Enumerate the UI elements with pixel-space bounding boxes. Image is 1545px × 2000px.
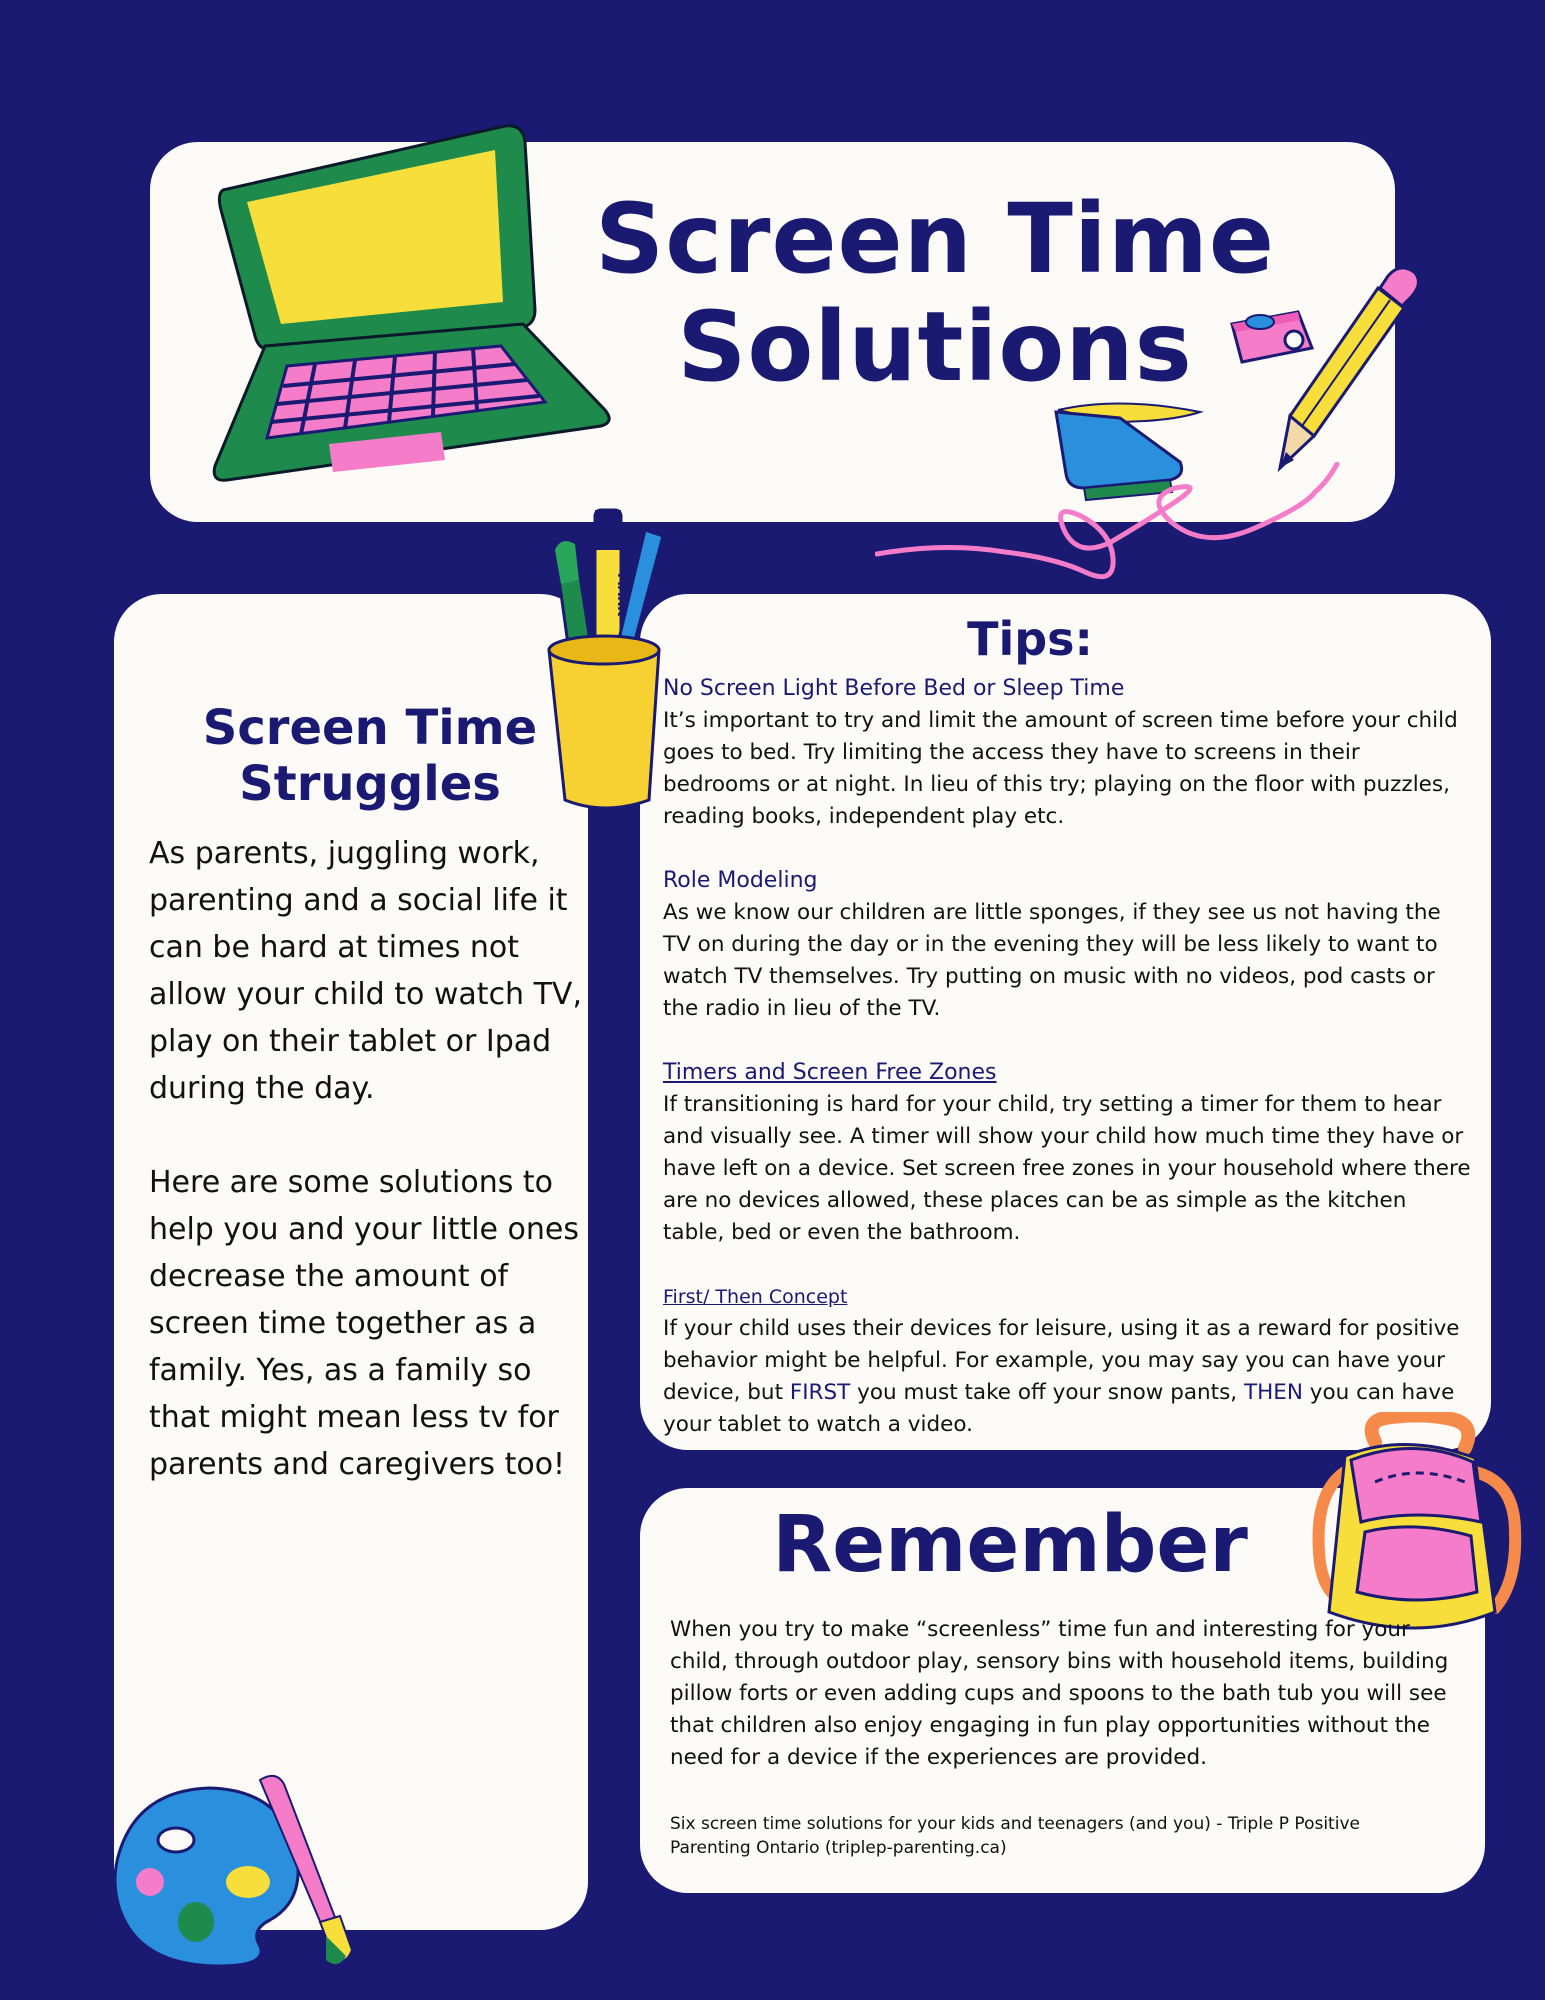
tip-item xyxy=(663,1057,1473,1249)
paint-palette-icon xyxy=(100,1770,370,1970)
title-line-1: Screen Time xyxy=(595,183,1275,295)
struggles-heading-line-2: Struggles xyxy=(239,756,501,812)
source-citation: Six screen time solutions for your kids and teenagers (and you) - Triple P Positive Parenting Ontario (triplep-parenting.ca) xyxy=(670,1814,1360,1858)
struggles-heading xyxy=(150,700,590,812)
tip-item xyxy=(663,1281,1473,1441)
tips-heading: Tips: xyxy=(967,612,1093,666)
remember-heading: Remember xyxy=(772,1500,1248,1590)
laptop-icon xyxy=(205,120,615,500)
title-line-2: Solutions xyxy=(677,291,1193,403)
tip-item xyxy=(663,673,1473,833)
then-highlight: THEN xyxy=(1243,1380,1303,1405)
tip-text-part: you can have your tablet to watch a video. xyxy=(663,1380,1455,1437)
tip-item xyxy=(663,865,1473,1025)
ribbon-decoration xyxy=(875,462,1375,592)
page-title xyxy=(585,185,1285,401)
tip-text-part: you must take off your snow pants, xyxy=(850,1380,1244,1405)
struggles-heading-line-1: Screen Time xyxy=(202,700,538,756)
first-highlight: FIRST xyxy=(789,1380,851,1405)
pencil-icon xyxy=(1270,262,1430,482)
remember-text: When you try to make “screenless” time fun and interesting for your child, through outdoor play, sensory bins with household items, building pillow forts or even adding cups and spoons to the bath tub you will see that children also enjoy engaging in fun play opportunities without the need for a device if the experiences are provided. xyxy=(670,1617,1449,1770)
tip-heading: Role Modeling xyxy=(663,868,818,893)
tip-text xyxy=(663,1313,1473,1441)
tip-text: If transitioning is hard for your child, try setting a timer for them to hear and visually see. A timer will show your child how much time they have or have left on a device. Set screen free zones in your household where there are no devices allowed, these places can be as simple as the kitchen table, bed or even the bathroom. xyxy=(663,1092,1471,1245)
struggles-paragraph-1: As parents, juggling work, parenting and a social life it can be hard at times not allow your child to watch TV, play on their tablet or Ipad during the day. xyxy=(149,836,582,1106)
struggles-paragraph-2: Here are some solutions to help you and your little ones decrease the amount of screen time together as a family. Yes, as a family so that might mean less tv for parents and caregivers too! xyxy=(149,1165,579,1482)
struggles-body xyxy=(149,830,589,1535)
marker-label: MARK xyxy=(614,573,629,617)
tip-heading-link[interactable]: Timers and Screen Free Zones xyxy=(663,1060,997,1085)
tips-list xyxy=(663,673,1473,1473)
tip-text: As we know our children are little sponges, if they see us not having the TV on during the day or in the evening they will be less likely to want to watch TV themselves. Try putting on music with no videos, pod casts or the radio in lieu of the TV. xyxy=(663,900,1441,1021)
tip-text-part: If your child uses their devices for leisure, using it as a reward for positive behavior might be helpful. For example, you may say you can have your device, but xyxy=(663,1316,1460,1405)
tip-heading-link[interactable]: First/ Then Concept xyxy=(663,1286,848,1308)
tip-heading: No Screen Light Before Bed or Sleep Time xyxy=(663,676,1125,701)
tip-text: It’s important to try and limit the amount of screen time before your child goes to bed. Try limiting the access they have to screens in their bedrooms or at night. In lieu of this try; playing on the floor with puzzles, reading books, independent play etc. xyxy=(663,708,1458,829)
